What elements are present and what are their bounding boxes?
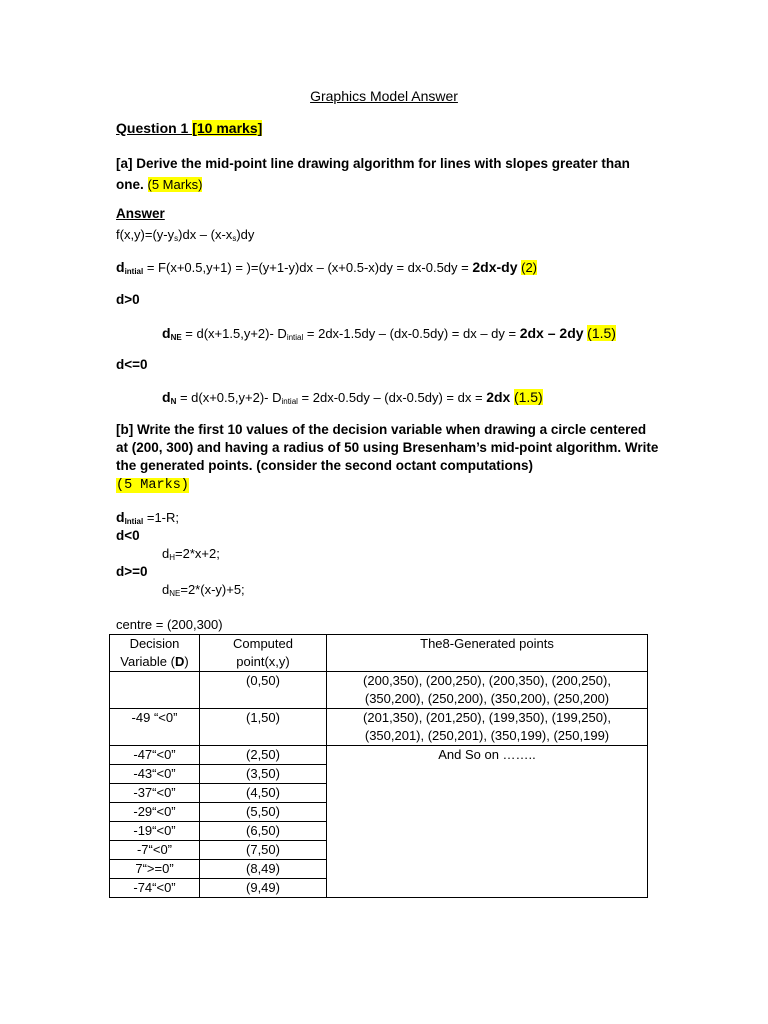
question-1-marks: [10 marks] <box>192 120 263 136</box>
circle-d-ne: $d_{NE}=2*(x-y)+5$; <box>162 582 245 598</box>
table-row: -74“<0” (9,49) <box>110 879 648 898</box>
d-ne-equation: $d_{NE} = d(x+1.5,y+2)-$ $D_{intial} = 2dx-1.5dy - (dx-0.5dy)$ = dx – dy = 2dx – 2dy (1.5) <box>162 325 616 342</box>
circle-centre: centre = (200,300) <box>116 617 223 632</box>
question-1-heading <box>116 120 262 136</box>
condition-d-nonpositive: d<=0 <box>116 357 148 372</box>
header-computed-point: Computed point(x,y) <box>200 635 327 672</box>
table-row: (0,50) (200,350), (200,250), (200,350), (200,250), (350,200), (250,200), (350,200), (250,200) <box>110 672 648 709</box>
d-n-equation: $d_N = d(x+0.5,y+2)-$ $D_{intial} = 2dx-0.5dy - (dx-0.5dy)$ = dx = 2dx (1.5) <box>162 389 543 406</box>
answer-heading: Answer <box>116 206 165 221</box>
table-row: 7“>=0” (8,49) <box>110 860 648 879</box>
d-initial-mark: (2) <box>521 260 537 275</box>
question-1-label: Question 1 <box>116 120 193 136</box>
table-row: -29“<0” (5,50) <box>110 803 648 822</box>
table-row: -7“<0” (7,50) <box>110 841 648 860</box>
table-row: -37“<0” (4,50) <box>110 784 648 803</box>
part-b-question <box>116 421 661 495</box>
header-decision-variable: Decision Variable (D) <box>110 635 200 672</box>
circle-d-h: $d_H=2*x+2$; <box>162 546 220 562</box>
d-ne-mark: (1.5) <box>587 325 616 341</box>
part-a-text: [a] Derive the mid-point line drawing algorithm for lines with slopes greater than one. <box>116 156 630 192</box>
circle-d-initial: $d_{Intial} =1-R$; <box>116 509 179 526</box>
line-function: $f(x,y)=(y-y_s)dx - (x-x_s)dy$ <box>116 227 255 243</box>
and-so-on-cell: And So on …….. <box>327 746 648 898</box>
condition-d-positive: d>0 <box>116 292 140 307</box>
d-initial-equation: $d_{intial} = F(x+0.5,y+1) = )=(y+1-y)dx - (x+0.5-x)dy = dx-0.5dy = 2dx-dy$ (2) <box>116 259 537 276</box>
part-a-marks: (5 Marks) <box>147 177 203 192</box>
d-n-mark: (1.5) <box>513 389 543 405</box>
table-row: -19“<0” (6,50) <box>110 822 648 841</box>
table-header-row <box>110 635 648 672</box>
table-row: -49 “<0” (1,50) (201,350), (201,250), (199,350), (199,250), (350,201), (250,201), (350,199), (250,199) <box>110 709 648 746</box>
circle-condition-ge: d>=0 <box>116 564 148 579</box>
part-b-marks: (5 Marks) <box>116 478 189 493</box>
circle-condition-lt: d<0 <box>116 528 140 543</box>
part-a-question <box>116 153 656 195</box>
decision-variable-table <box>109 634 648 898</box>
page-title: Graphics Model Answer <box>310 88 458 104</box>
table-row: -43“<0” (3,50) <box>110 765 648 784</box>
part-b-text: [b] Write the first 10 values of the decision variable when drawing a circle centered at (200, 300) and having a radius of 50 using Bresenham’s mid-point algorithm. Write the generated points. (consider the second octant computations) <box>116 422 659 473</box>
header-generated-points: The8-Generated points <box>327 635 648 672</box>
table-row: -47“<0” (2,50) And So on …….. <box>110 746 648 765</box>
